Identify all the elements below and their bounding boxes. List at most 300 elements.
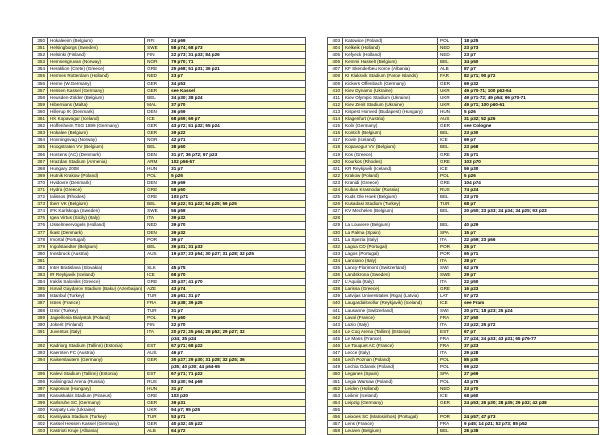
issue-references: 25 p71 [462,151,599,158]
country-code: AZE [145,286,169,293]
row-number: 377 [33,229,48,236]
issue-references: 26 p61; 31 p7 [169,293,306,300]
table-row [328,158,599,165]
row-number: 415 [328,123,343,130]
table-row [328,80,599,87]
issue-references: 28 p7 [462,257,599,264]
issue-references: 69 p7 [462,137,599,144]
team-name: Leiden (Holland) [343,385,438,392]
row-number: 372 [33,194,48,201]
team-name: Landskrona (Sweden) [343,272,438,279]
issue-references: 39 p7 [169,236,306,243]
row-number: 395 [33,371,48,378]
table-row [33,201,306,208]
country-code: GER [438,80,462,87]
issue-references: 67 p71; 68 p22 [169,343,306,350]
team-name: Helsinki (Finland) [48,52,145,59]
issue-references: 37 p70 [169,101,306,108]
team-name: Kaliningrad Arena (Russia) [48,378,145,385]
row-number: 441 [328,307,343,314]
table-row [328,350,599,357]
country-code: GRE [145,186,169,193]
team-name: Izmir (Turkey) [48,307,145,314]
team-name: Innsbruck (Austria) [48,250,145,257]
team-name: Kiev Zenit Stadium (Ukraine) [343,101,438,108]
team-name: Juventus (Italy) [48,328,145,335]
issue-references: 39 p22 [169,130,306,137]
team-name: Hoogstraten VV (Belgium) [48,144,145,151]
row-number: 426 [328,201,343,208]
team-name: Lechia Gdansk (Poland) [343,364,438,371]
row-number: 453 [328,392,343,399]
table-row [33,428,306,435]
table-row [328,385,599,392]
country-code: GRE [145,279,169,286]
country-code: TUR [145,413,169,420]
table-row [328,392,599,399]
row-number: 371 [33,186,48,193]
table-row [33,52,306,59]
row-number: 418 [328,144,343,151]
issue-references: 39 p32 [169,229,306,236]
issue-references: 20 p72; 25 p64; 28 p52; 29 p27; 32 [169,328,306,335]
table-row [33,179,306,186]
country-code: FIN [145,52,169,59]
team-name: Leiknir (Iceland) [343,392,438,399]
table-row [33,392,306,399]
issue-references: 38 p60 [169,144,306,151]
table-row [33,130,306,137]
country-code: UKR [438,101,462,108]
row-number: 448 [328,357,343,364]
row-number: 351 [33,45,48,52]
row-number: 359 [33,101,48,108]
country-code: SWE [145,208,169,215]
table-row [328,172,599,179]
issue-references: 56 p59 [169,208,306,215]
table-row [328,45,599,52]
issue-references: 68 p7 [462,201,599,208]
row-number: 436 [328,272,343,279]
issue-references: 39 p31; 31 p33 [169,243,306,250]
team-name: Kourkos (Rhodes) [343,158,438,165]
issue-references: 23 p68 [462,144,599,151]
country-code: NOR [145,59,169,66]
row-number: 378 [33,236,48,243]
team-name: IFK Karlskoga (Sweden) [48,208,145,215]
issue-references: 34 p50 [462,59,599,66]
issue-references: 23 p7 [462,52,599,59]
issue-references: 31 p7 [169,307,306,314]
row-number: 369 [33,172,48,179]
table-row [328,229,599,236]
country-code: GRE [438,179,462,186]
issue-references: 27 p24; 24 p33; 43 p31; 65 p76-77 [462,335,599,342]
issue-references: 36 p59 [169,108,306,115]
table-row [328,272,599,279]
team-name [343,215,438,222]
country-code: GRE [438,158,462,165]
team-name: Hokaleeim (Belgium) [48,38,145,45]
team-name: Imortal (Portugal) [48,236,145,243]
country-code: NED [438,45,462,52]
table-row [328,300,599,307]
team-name: Kadriorg Stadium (Tallinn) (Estonia) [48,343,145,350]
country-code: RUS [438,186,462,193]
country-code: GRE [145,392,169,399]
team-name: Kickers Offenbach (Germany) [343,80,438,87]
table-row [328,179,599,186]
country-code: POL [145,172,169,179]
team-name: La Spezia (Italy) [343,236,438,243]
issue-references: 53 p71 [169,413,306,420]
country-code: BEL [438,222,462,229]
row-number: 409 [328,80,343,87]
table-row [33,286,306,293]
country-code: GER [145,130,169,137]
row-number: 400 [33,406,48,413]
issue-references: 25 p68; 51 p31; 36 p21 [169,66,306,73]
table-row [328,343,599,350]
issue-references: 39 p70 [169,222,306,229]
row-number: 449 [328,364,343,371]
row-number: 355 [33,73,48,80]
team-name: Le Mans (France) [343,335,438,342]
issue-references: 31 p32; 52 p26 [462,116,599,123]
row-number: 386 [33,293,48,300]
row-number: 362 [33,123,48,130]
team-name: Kemmi Hasselt (Belgium) [343,59,438,66]
left-column [32,37,306,435]
country-code: BEL [438,428,462,435]
row-number: 401 [33,413,48,420]
row-number: 450 [328,371,343,378]
row-number: 388 [33,307,48,314]
issue-references: 40 p32; 45 p22 [169,421,306,428]
country-code: ICE [438,392,462,399]
issue-references: 24 p53; 26 p30; 28 p35; 29 p32; 42 p38 [462,399,599,406]
team-name: Hvidovre (Denmark) [48,179,145,186]
team-name [48,364,145,371]
country-code: SPA [438,371,462,378]
issue-references: 93 p30; 94 p69 [169,378,306,385]
team-name: Kelkeik (Holland) [343,45,438,52]
team-name: Kaiserslautern (Germany) [48,357,145,364]
team-name: La Palma (Spain) [343,229,438,236]
issue-references: 34 p53 [169,80,306,87]
country-code: POR [438,250,462,257]
table-row [33,94,306,101]
row-number: 421 [328,165,343,172]
issue-references: 19 p37; 23 p54; 30 p27; 31 p28; 32 p25 [169,250,306,257]
team-name: Kopavogur VV (Belgium) [343,144,438,151]
team-name: Hydra (Greece) [48,186,145,193]
issue-references: 18 p25 [462,38,599,45]
issue-references: 24 p57; 47 p73 [462,413,599,420]
team-name: Heusden-Zolder (Belgium) [48,94,145,101]
issue-references: 23 p30 [462,130,599,137]
country-code: ITA [438,257,462,264]
table-row [328,421,599,428]
team-name: KV Mechelen (Belgium) [343,208,438,215]
row-number: 370 [33,179,48,186]
country-code: ICE [145,116,169,123]
team-name: KI Klaksvik Stadium (Faroe Islands) [343,73,438,80]
team-name: Heraklion (Crete) (Greece) [48,66,145,73]
country-code [145,364,169,371]
team-name: Lausanne (Switzerland) [343,307,438,314]
team-name: Krakow (Poland) [343,172,438,179]
row-number: 406 [328,59,343,66]
issue-references: 31 p7; 36 p72; 67 p23 [169,151,306,158]
table-row [328,208,599,215]
country-code: NED [145,73,169,80]
issue-references: 27 p50 [462,314,599,321]
team-name: Kassel Hessen Kassel (Germany) [48,421,145,428]
issue-references: 45 p75 [169,265,306,272]
country-code: GER [145,80,169,87]
row-number: 457 [328,421,343,428]
table-row [328,94,599,101]
issue-references: 5 p26 [462,108,599,115]
country-code: BEL [145,243,169,250]
row-number [33,364,48,371]
team-name: Leipzig (Germany) [343,399,438,406]
issue-references: 27 p69 [462,371,599,378]
team-name: Jokerit (Finland) [48,321,145,328]
team-name: Helsingborgs (Sweden) [48,45,145,52]
row-number: 416 [328,130,343,137]
row-number: 376 [33,222,48,229]
row-number: 383 [33,272,48,279]
issue-references: 5 p26 [462,172,599,179]
team-name: Hessen Kassel (Germany) [48,87,145,94]
country-code: EST [145,343,169,350]
issue-references: 65 p71 [462,250,599,257]
table-row [33,350,306,357]
issue-references: 85 p30 [462,357,599,364]
table-row [328,87,599,94]
country-code [145,257,169,264]
issue-references: 23 p70 [462,194,599,201]
issue-references: 26 p38; 39 p25 [169,300,306,307]
table-row [33,279,306,286]
table-row [328,279,599,286]
issue-references [462,215,599,222]
country-code: FRA [438,343,462,350]
table-row [33,371,306,378]
table-row [33,343,306,350]
issue-references: 62 p75 [462,265,599,272]
country-code: DEN [145,229,169,236]
team-name: Lazio (Italy) [343,321,438,328]
row-number: 374 [33,208,48,215]
country-code: FIN [145,321,169,328]
row-number: 454 [328,399,343,406]
country-code: GRE [438,151,462,158]
team-name: Leganes (Spain) [343,371,438,378]
country-code: POR [438,413,462,420]
table-row [328,201,599,208]
table-row [33,357,306,364]
country-code: FRA [438,314,462,321]
country-code: SPA [438,229,462,236]
country-code: BEL [438,130,462,137]
table-row [33,243,306,250]
row-number: 405 [328,52,343,59]
team-name: Lanciano (Italy) [343,257,438,264]
row-number: 363 [33,130,48,137]
team-name: Leixoes SC (Matosinhos) (Portugal) [343,413,438,420]
row-number: 423 [328,179,343,186]
team-name: Latvijas Universitates (Riga) (Latvia) [343,293,438,300]
country-code: ICE [145,272,169,279]
issue-references: 9 p45; 14 p21; 52 p73; 85 p52 [462,421,599,428]
team-name: KR Reykjavik (Iceland) [343,165,438,172]
issue-references: 31 p7 [169,165,306,172]
team-name [48,257,145,264]
table-row [33,314,306,321]
table-row [33,73,306,80]
row-number: 350 [33,38,48,45]
team-name: Katowice (Poland) [343,38,438,45]
country-code: BEL [145,201,169,208]
country-code [438,406,462,413]
team-name: Hungary 2008 [48,165,145,172]
table-row [33,399,306,406]
table-row [33,66,306,73]
country-code: POL [145,314,169,321]
team-name: Istanbul (Turkey) [48,293,145,300]
table-row [33,123,306,130]
table-row [328,257,599,264]
team-name: IR Reykjavik (Iceland) [48,272,145,279]
table-row [33,137,306,144]
team-name: Kaposvar (Hungary) [48,385,145,392]
country-code: UKR [145,406,169,413]
issue-references: 22 p73; 31 p33; 84 p26 [169,52,306,59]
row-number: 413 [328,108,343,115]
row-number: 434 [328,257,343,264]
issue-references: 76 p60 [169,314,306,321]
row-number: 439 [328,293,343,300]
table-row [33,222,306,229]
issue-references: 29 p28 [462,350,599,357]
team-name: Laugardalsvollur (Reykjavik) (Iceland) [343,300,438,307]
team-name: Hillerup IK (Denmark) [48,108,145,115]
country-code: SWI [438,307,462,314]
country-code: GER [145,123,169,130]
issue-references: 23 p73 [462,45,599,52]
team-name: Karlsruhe SC (Germany) [48,399,145,406]
team-name: Lech Poznan (Poland) [343,357,438,364]
team-name [48,335,145,342]
row-number: 394 [33,357,48,364]
row-number: 437 [328,279,343,286]
team-name: Lagos (Portugal) [343,250,438,257]
country-code: SWE [438,272,462,279]
table-row [33,300,306,307]
country-code: GER [438,123,462,130]
issue-references: 43 p74 [169,286,306,293]
country-code: FAR [438,73,462,80]
table-row [33,272,306,279]
team-name: Hermes Rotterdam (Holland) [48,73,145,80]
row-number [33,335,48,342]
row-number: 403 [328,38,343,45]
issue-references: 43 p72; 51 p32; 55 p24 [169,123,306,130]
team-name: Kos (Greece) [343,151,438,158]
issue-references: 49 p70-71; 100 p63-64 [462,87,599,94]
row-number: 403 [33,428,48,435]
country-code: HUN [145,165,169,172]
row-number: 365 [33,144,48,151]
team-name: Hrazdan Stadium (Armenia) [48,158,145,165]
team-name: Legia Warsaw (Poland) [343,378,438,385]
row-number: 397 [33,385,48,392]
team-name: Kusadasi Stadium (Turkey) [343,201,438,208]
table-row [33,250,306,257]
table-row [328,364,599,371]
issue-references: 30 p27; 29 p30; 31 p28; 32 p25; 36 [169,357,306,364]
issue-references: see Kassel [169,87,306,94]
table-row [328,101,599,108]
table-row [328,59,599,66]
country-code: FRA [438,335,462,342]
table-row [328,116,599,123]
team-name: HK Kopavogur (Iceland) [48,116,145,123]
table-row [328,314,599,321]
country-code: ARM [145,158,169,165]
issue-references: 22 p59; 23 p66 [462,236,599,243]
row-number: 443 [328,321,343,328]
country-code [145,335,169,342]
table-row [33,116,306,123]
table-row [328,328,599,335]
issue-references: 23 p70 [462,385,599,392]
team-name: Hemnesgruvan (Norway) [48,59,145,66]
issue-references: 79 p70; 71 [169,59,306,66]
issue-references: 34 p30; 38 p24 [169,94,306,101]
team-name: Hutnik Krakow (Poland) [48,172,145,179]
country-code: BEL [438,144,462,151]
country-code: GER [145,357,169,364]
row-number: 353 [33,59,48,66]
table-row [33,229,306,236]
team-name: La Louviere (Belgium) [343,222,438,229]
country-code: DEN [145,151,169,158]
issue-references: 69 p32 [462,80,599,87]
issue-references [169,257,306,264]
country-code: NOR [145,137,169,144]
row-number: 396 [33,378,48,385]
issue-references: 16 p23 [462,286,599,293]
table-row [328,144,599,151]
country-code: SWI [438,265,462,272]
issue-references: 42 p71 [169,137,306,144]
country-code: LAT [438,293,462,300]
table-row [33,257,306,264]
table-row [328,222,599,229]
row-number: 419 [328,151,343,158]
country-code: RFI [145,38,169,45]
team-name: Kovin (Iceland) [343,137,438,144]
row-number: 357 [33,87,48,94]
table-row [33,151,306,158]
issue-references: 67 p7 [462,328,599,335]
country-code: SWE [145,45,169,52]
country-code: ITA [438,279,462,286]
